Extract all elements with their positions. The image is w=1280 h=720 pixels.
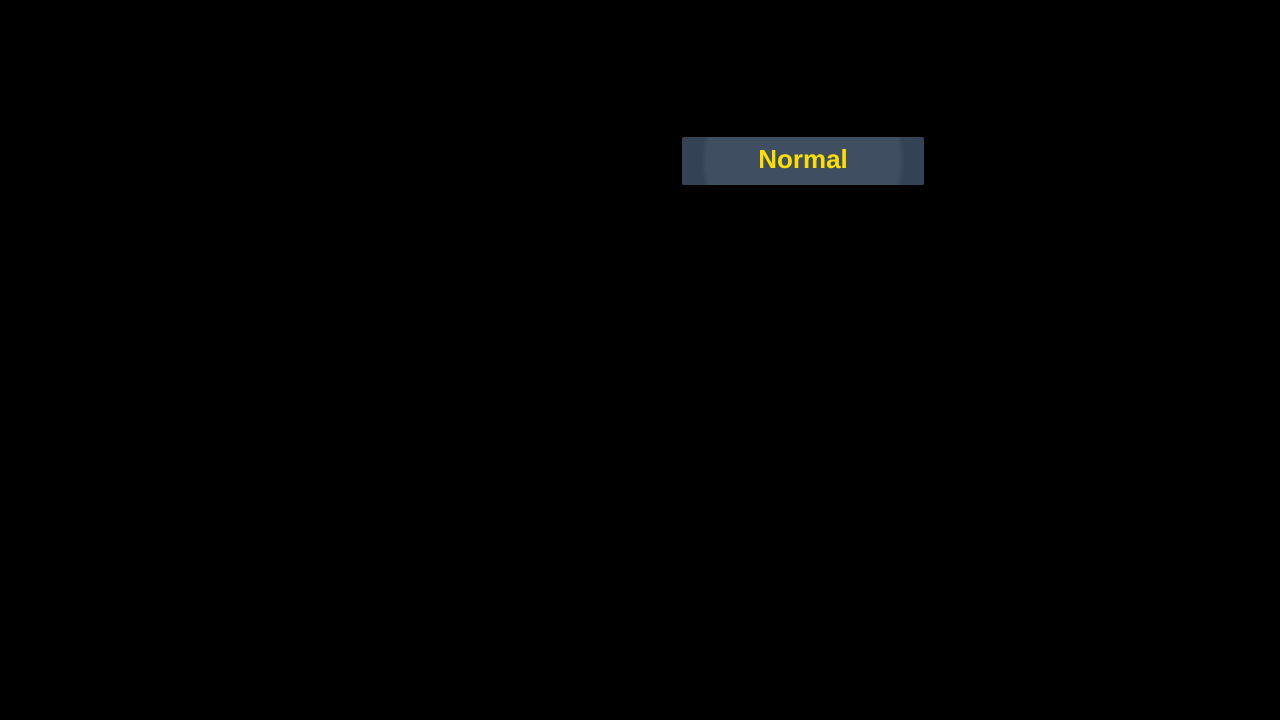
difficulty-banner-label: Normal bbox=[758, 144, 848, 174]
difficulty-banner[interactable] bbox=[682, 137, 924, 185]
